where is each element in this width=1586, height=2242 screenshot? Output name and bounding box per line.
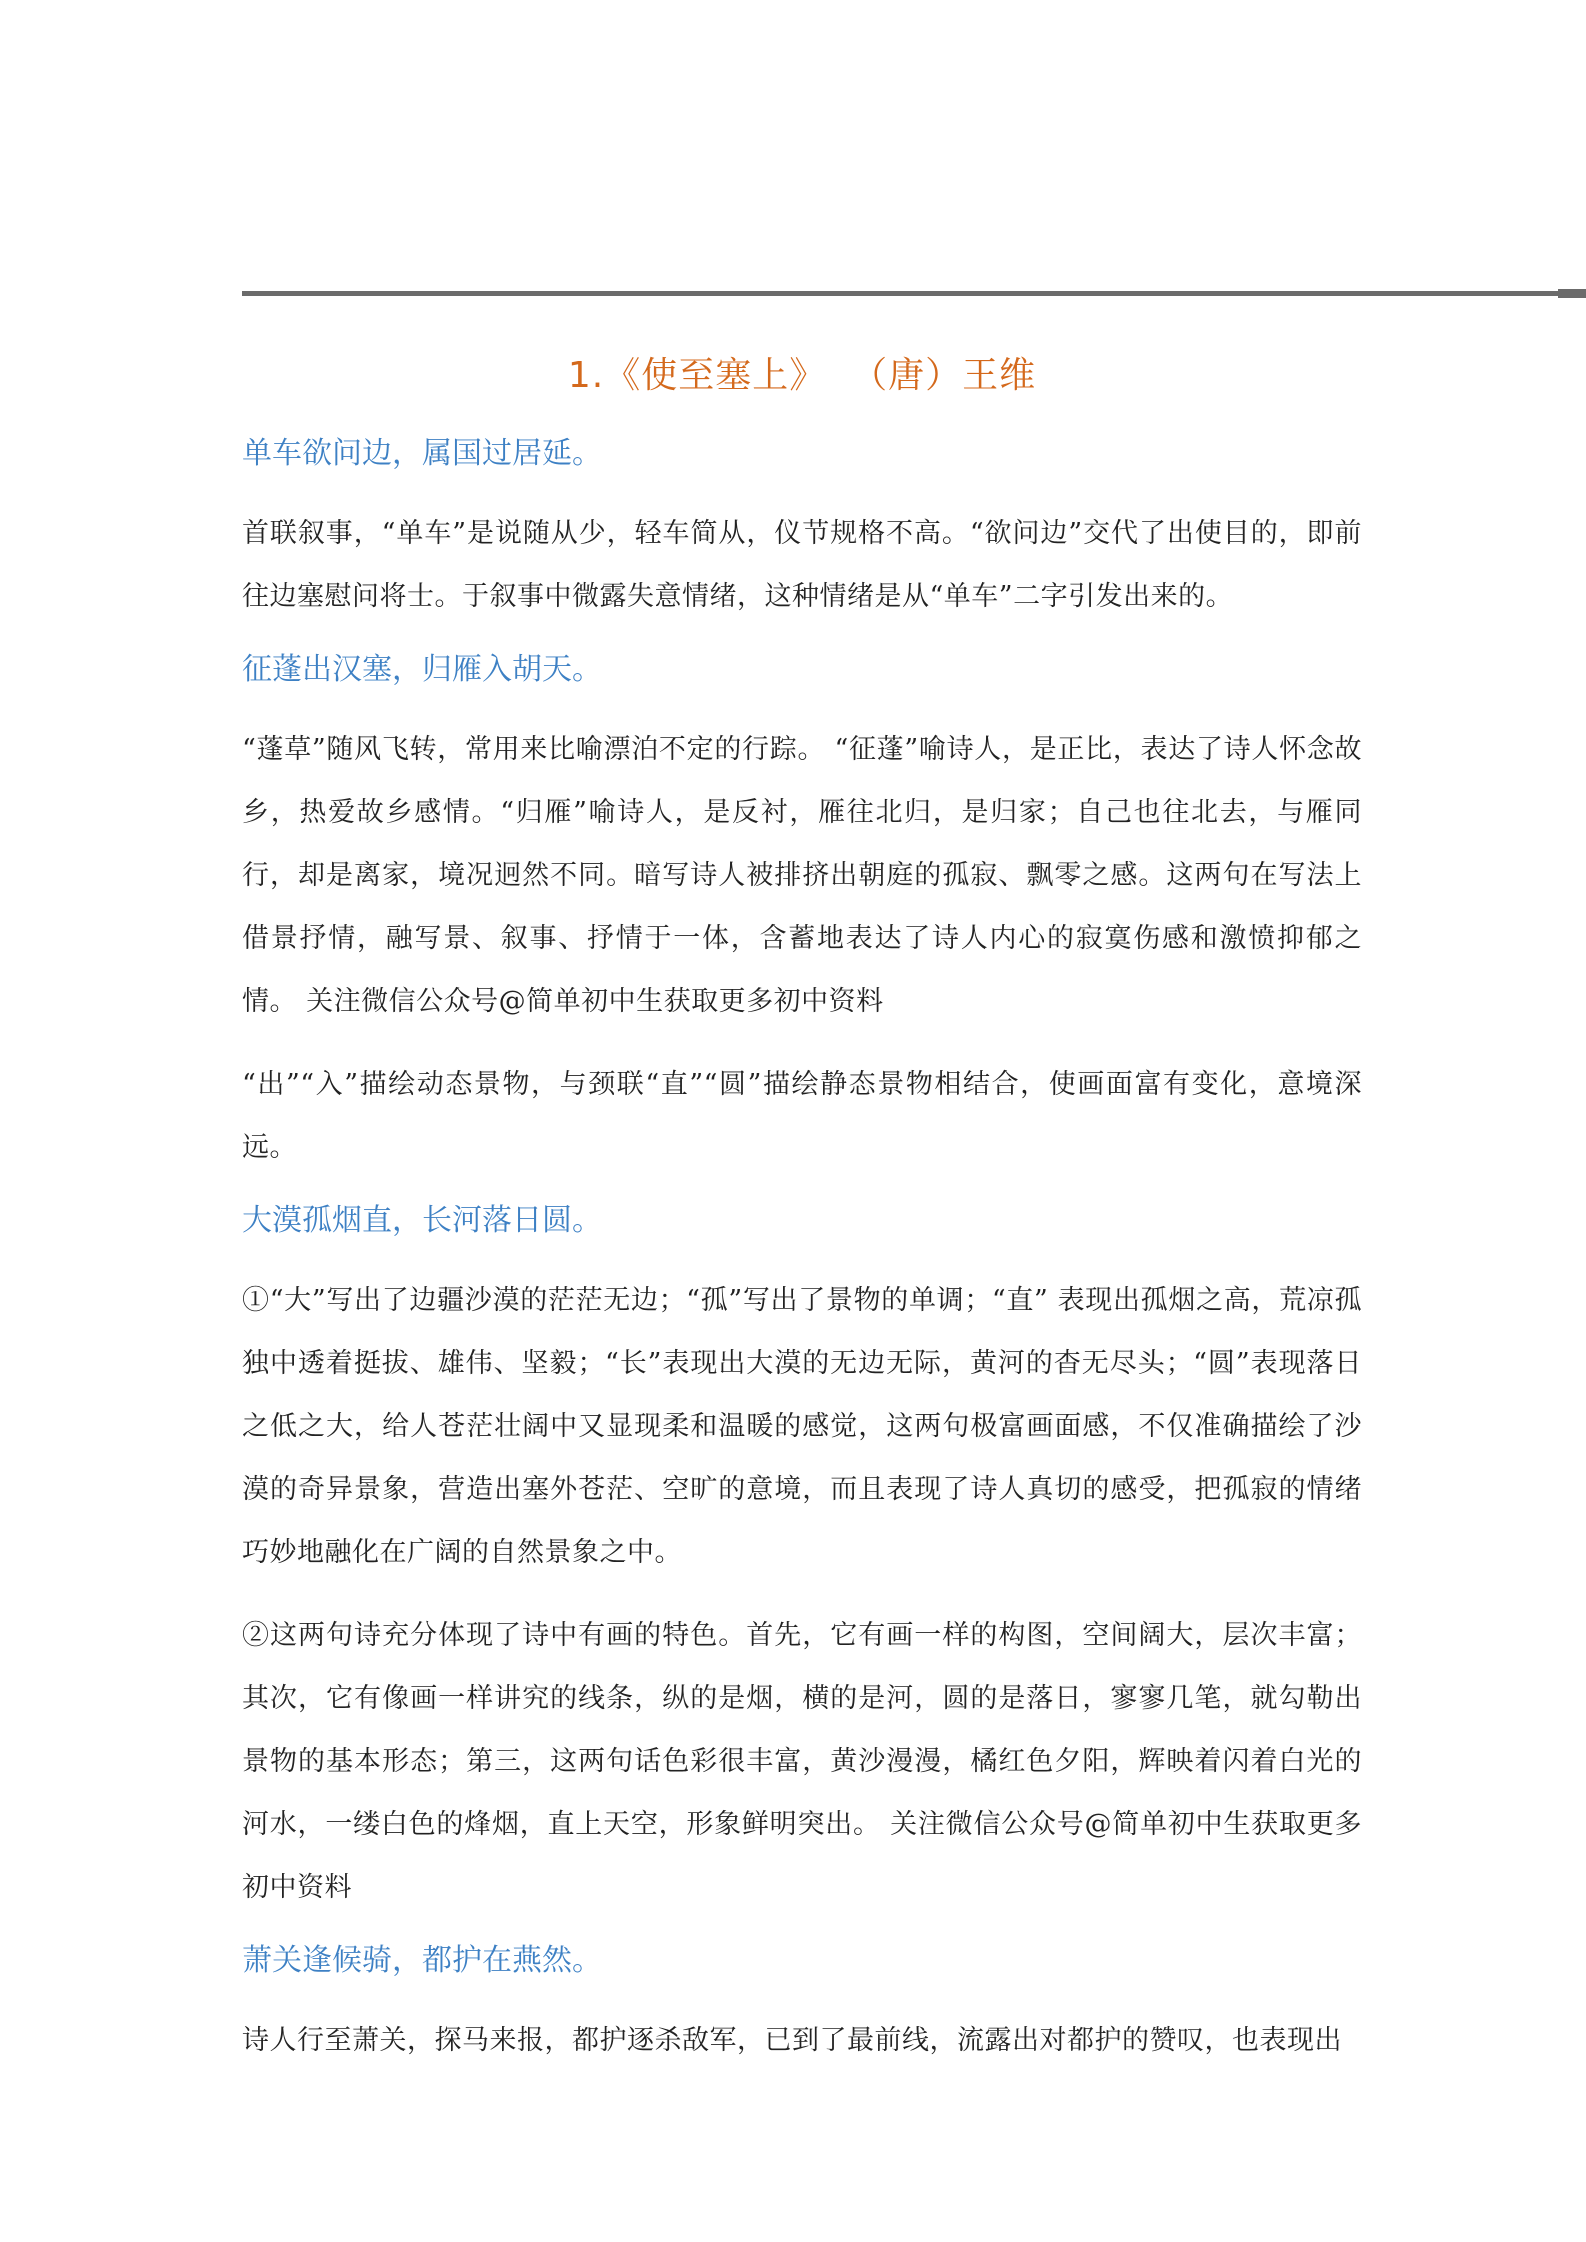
- document-body: [242, 340, 1362, 2092]
- commentary-paragraph: 诗人行至萧关，探马来报，都护逐杀敌军，已到了最前线，流露出对都护的赞叹，也表现出: [242, 2025, 1342, 2056]
- header-rule-end: [1558, 289, 1586, 298]
- verse-line: 大漠孤烟直，长河落日圆。: [242, 1203, 602, 1238]
- commentary-paragraph: “蓬草”随风飞转，常用来比喻漂泊不定的行踪。 “征蓬”喻诗人，是正比，表达了诗人怀念故乡，热爱故乡感情。“归雁”喻诗人，是反衬，雁往北归，是归家；自己也往北去，与雁同行，却是离家，境况迥然不同。暗写诗人被排挤出朝庭的孤寂、飘零之感。这两句在写法上借景抒情，融写景、叙事、抒情于一体，含蓄地表达了诗人内心的寂寞伤感和激愤抑郁之情。 关注微信公众号@简单初中生获取更多初中资料: [242, 734, 1362, 1017]
- section-3: [242, 1199, 1362, 1919]
- commentary-paragraph: ①“大”写出了边疆沙漠的茫茫无边；“孤”写出了景物的单调；“直” 表现出孤烟之高，荒凉孤独中透着挺拔、雄伟、坚毅；“长”表现出大漠的无边无际，黄河的杳无尽头；“圆”表现落日之低之大，给人苍茫壮阔中又显现柔和温暖的感觉，这两句极富画面感，不仅准确描绘了沙漠的奇异景象，营造出塞外苍茫、空旷的意境，而且表现了诗人真切的感受，把孤寂的情绪巧妙地融化在广阔的自然景象之中。: [242, 1285, 1362, 1568]
- section-1: [242, 432, 1362, 628]
- verse-line: 单车欲问边，属国过居延。: [242, 436, 602, 471]
- section-2: [242, 648, 1362, 1179]
- document-title: 1.《使至塞上》 （唐）王维: [567, 355, 1037, 396]
- verse-line: 征蓬出汉塞，归雁入胡天。: [242, 652, 602, 687]
- header-rule: [242, 291, 1586, 296]
- verse-line: 萧关逢候骑，都护在燕然。: [242, 1943, 602, 1978]
- section-4: [242, 1939, 1362, 2072]
- commentary-paragraph: ②这两句诗充分体现了诗中有画的特色。首先，它有画一样的构图，空间阔大，层次丰富；其次，它有像画一样讲究的线条，纵的是烟，横的是河，圆的是落日，寥寥几笔，就勾勒出景物的基本形态；第三，这两句话色彩很丰富，黄沙漫漫，橘红色夕阳，辉映着闪着白光的河水，一缕白色的烽烟，直上天空，形象鲜明突出。 关注微信公众号@简单初中生获取更多初中资料: [242, 1620, 1362, 1903]
- commentary-paragraph: “出”“入”描绘动态景物，与颈联“直”“圆”描绘静态景物相结合，使画面富有变化，意境深远。: [242, 1069, 1362, 1163]
- commentary-paragraph: 首联叙事，“单车”是说随从少，轻车简从，仪节规格不高。“欲问边”交代了出使目的，即前往边塞慰问将士。于叙事中微露失意情绪，这种情绪是从“单车”二字引发出来的。: [242, 518, 1362, 612]
